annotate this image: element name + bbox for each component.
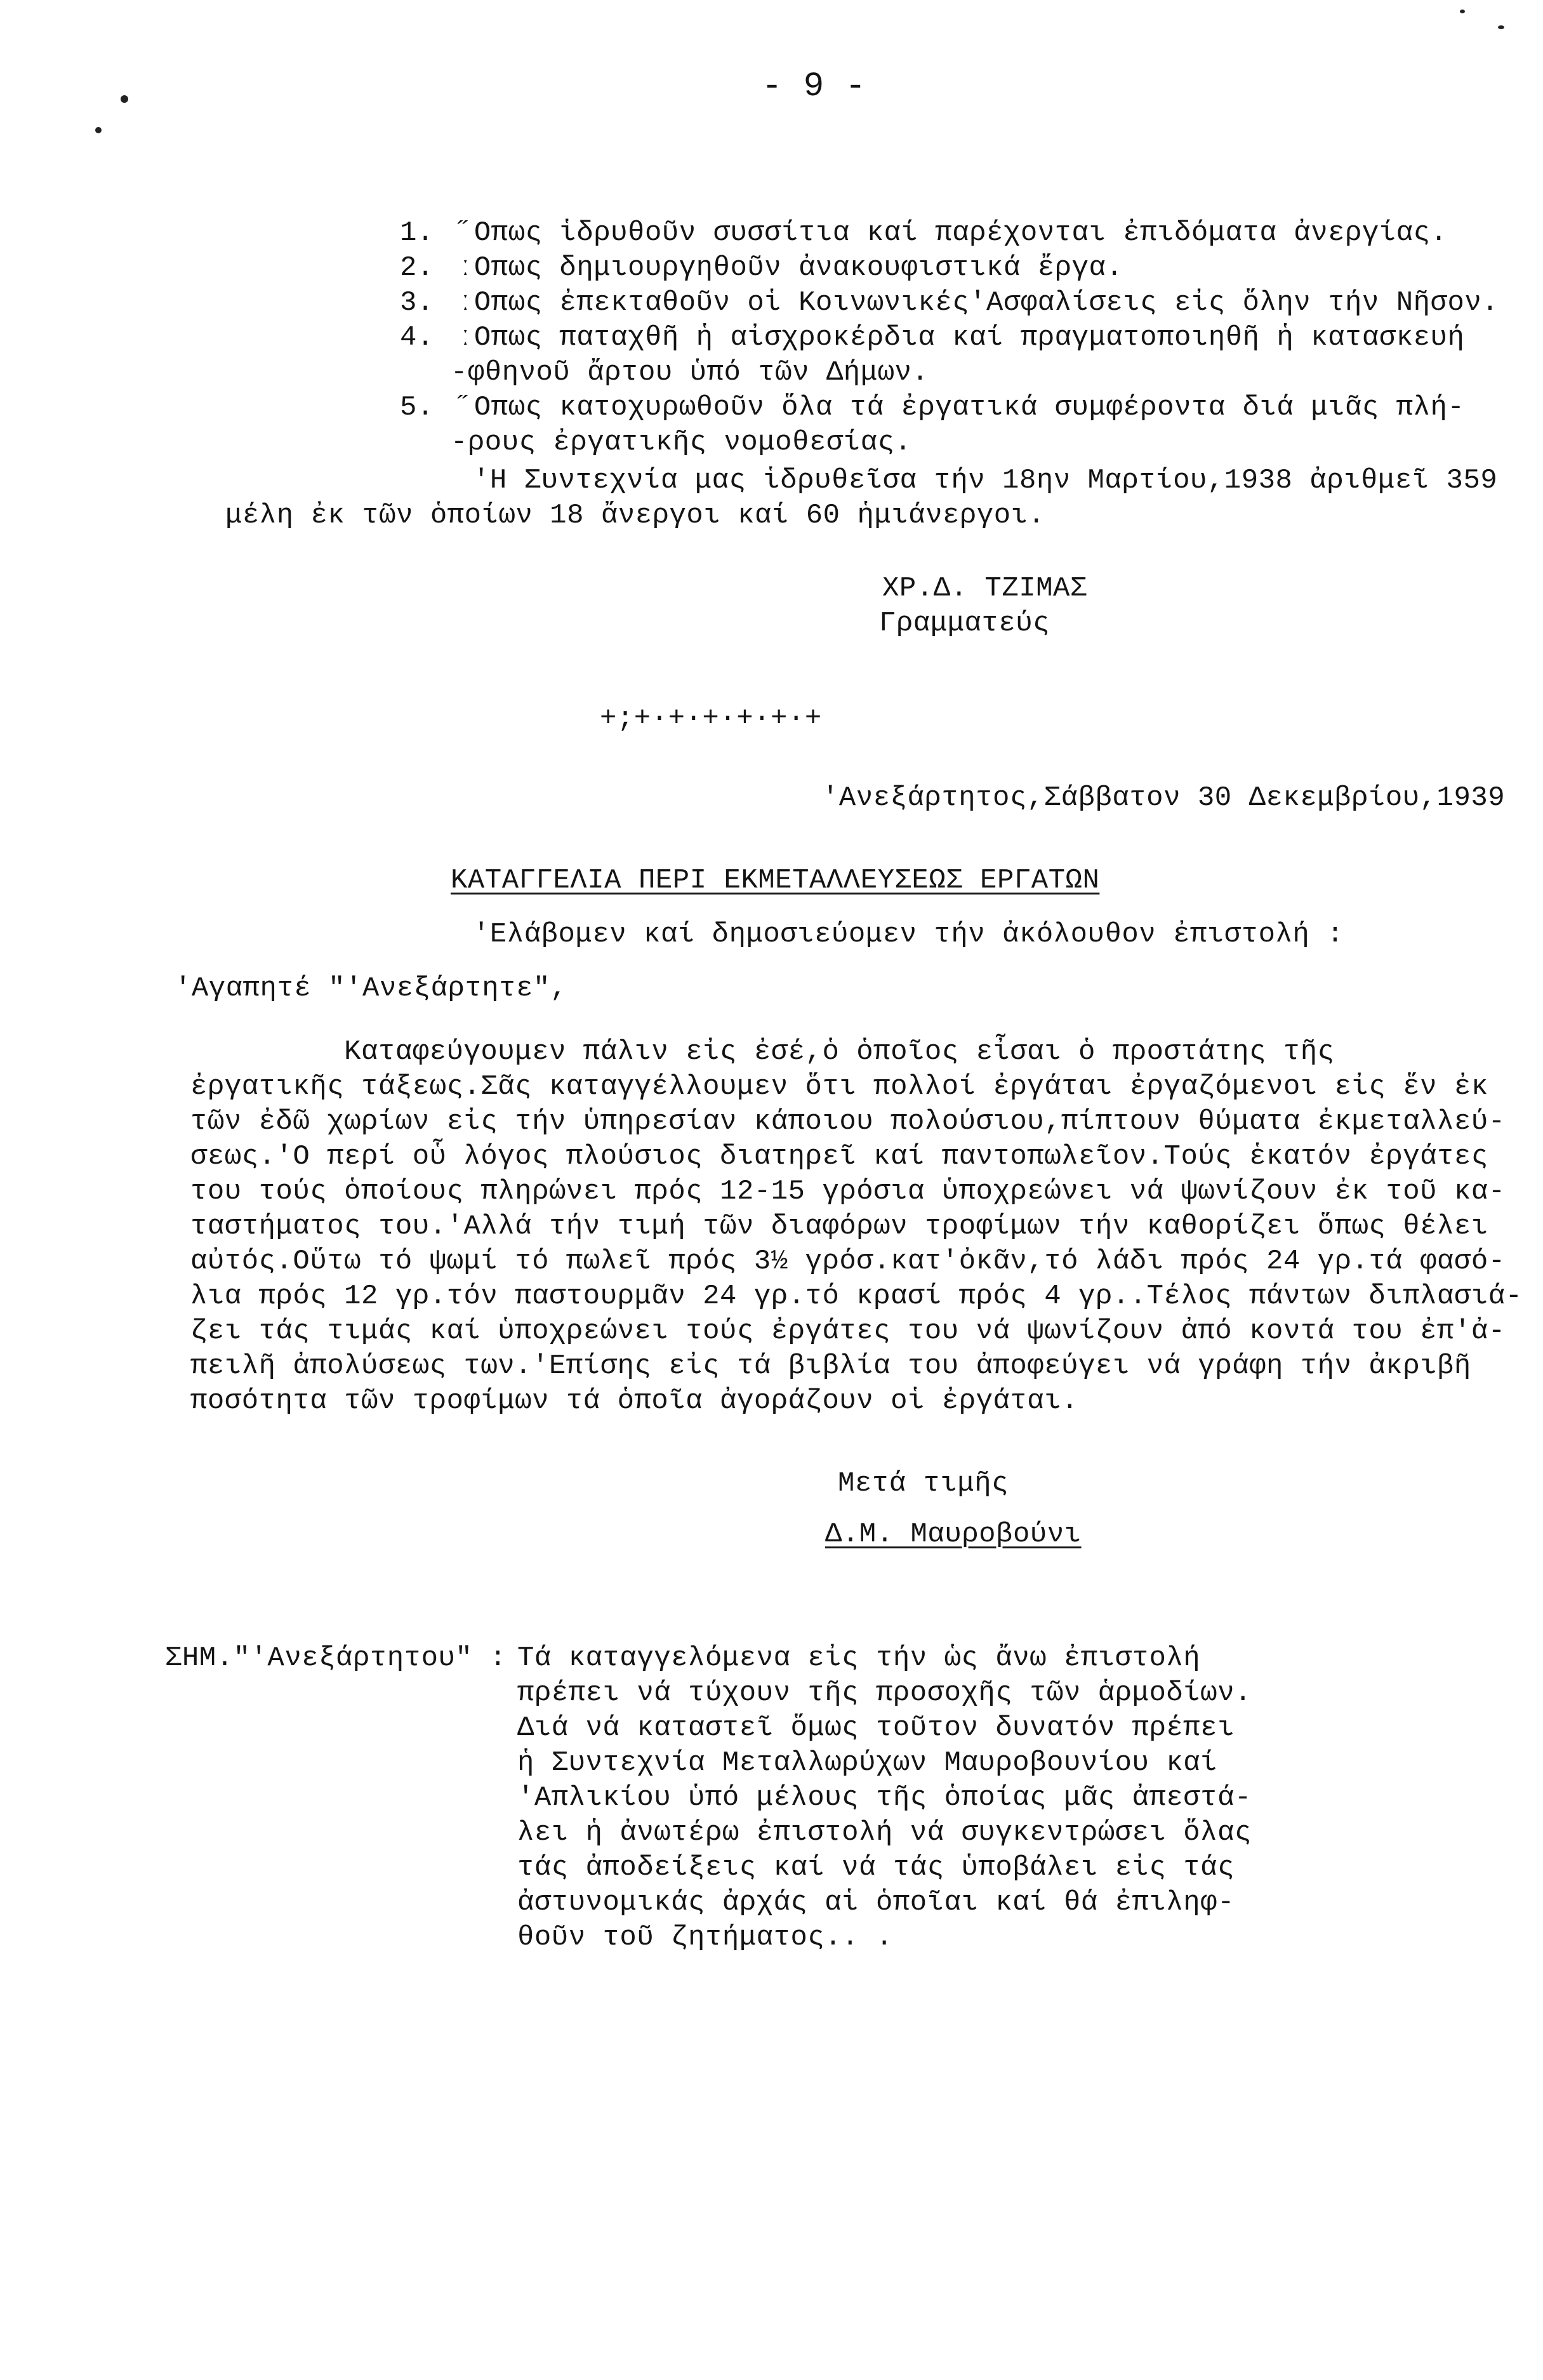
note-label: ΣΗΜ."'Ανεξάρτητου" : [165,1642,507,1674]
scan-speck [95,127,102,133]
letter-line: ζει τάς τιμάς καί ὑποχρεώνει τούς ἐργάτες του νά ψωνίζουν ἀπό κοντά του ἐπ'ἀ- [190,1315,1506,1347]
note-line: πρέπει νά τύχουν τῆς προσοχῆς τῶν ἁρμοδίων. [517,1677,1252,1709]
letter-line: αὐτός.Οὕτω τό ψωμί τό πωλεῖ πρός 3½ γρόσ.κατ'ὀκᾶν,τό λάδι πρός 24 γρ.τά φασό- [190,1246,1506,1277]
article-title: ΚΑΤΑΓΓΕΛΙΑ ΠΕΡΙ ΕΚΜΕΤΑΛΛΕΥΣΕΩΣ ΕΡΓΑΤΩΝ [451,865,1100,896]
list-item-continuation: -φθηνοῦ ἄρτου ὑπό τῶν Δήμων. [451,357,929,389]
signature-2: Δ.Μ. Μαυροβούνι [825,1519,1082,1550]
note-line: ἡ Συντεχνία Μεταλλωρύχων Μαυροβουνίου καί [517,1747,1218,1779]
separator: +;+·+·+·+·+·+ [600,703,822,735]
note-line: Διά νά καταστεῖ ὅμως τοῦτον δυνατόν πρέπει [517,1712,1235,1744]
list-item: ˝Οπως ἱδρυθοῦν συσσίτια καί παρέχονται ἐπιδόματα ἀνεργίας. [457,217,1448,249]
list-number: 5. [400,392,434,423]
salutation: 'Αγαπητέ "'Ανεξάρτητε", [175,973,567,1004]
source-line: 'Ανεξάρτητος,Σάββατον 30 Δεκεμβρίου,1939 [822,782,1506,814]
scan-speck [1498,25,1504,29]
note-line: λει ἡ ἀνωτέρω ἐπιστολή νά συγκεντρώσει ὅλας [517,1817,1252,1849]
letter-line: ποσότητα τῶν τροφίμων τά ὁποῖα ἀγοράζουν οἱ ἐργάται. [190,1385,1079,1417]
list-item: ːΟπως δημιουργηθοῦν ἀνακουφιστικά ἔργα. [457,252,1123,284]
closing: Μετά τιμῆς [838,1468,1009,1499]
scan-speck [1460,10,1465,13]
letter-line: πειλῆ ἀπολύσεως των.'Επίσης εἰς τά βιβλία του ἀποφεύγει νά γράφη τήν ἀκριβῆ [190,1350,1471,1382]
list-number: 1. [400,217,434,249]
signature-name: ΧΡ.Δ. ΤΖΙΜΑΣ [882,573,1087,604]
list-item-continuation: -ρους ἐργατικῆς νομοθεσίας. [451,427,912,458]
union-paragraph-line: 'Η Συντεχνία μας ἱδρυθεῖσα τήν 18ην Μαρτίου,1938 ἀριθμεῖ 359 [473,465,1498,496]
note-line: τάς ἀποδείξεις καί νά τάς ὑποβάλει εἰς τάς [517,1852,1235,1884]
union-paragraph-line: μέλη ἐκ τῶν ὁποίων 18 ἄνεργοι καί 60 ἡμιάνεργοι. [225,500,1045,531]
letter-line: λια πρός 12 γρ.τόν παστουρμᾶν 24 γρ.τό κρασί πρός 4 γρ..Τέλος πάντων διπλασιά- [190,1280,1523,1312]
list-number: 4. [400,322,434,354]
list-number: 2. [400,252,434,284]
page-number: - 9 - [762,67,866,106]
list-item: ːΟπως παταχθῆ ἡ αἰσχροκέρδια καί πραγματοποιηθῆ ἡ κατασκευή [457,322,1465,354]
letter-line: ταστήματος του.'Αλλά τήν τιμή τῶν διαφόρων τροφίμων τήν καθορίζει ὅπως θέλει [190,1211,1488,1242]
scan-speck [121,95,128,103]
note-line: θοῦν τοῦ ζητήματος.. . [517,1922,893,1953]
letter-line: σεως.'Ο περί οὗ λόγος πλούσιος διατηρεῖ καί παντοπωλεῖον.Τούς ἑκατόν ἐργάτες [190,1141,1488,1173]
signature-title: Γραμματεύς [879,608,1050,639]
letter-line: τῶν ἐδῶ χωρίων εἰς τήν ὑπηρεσίαν κάποιου πολούσιου,πίπτουν θύματα ἐκμεταλλεύ- [190,1106,1506,1138]
list-number: 3. [400,287,434,319]
note-line: 'Απλικίου ὑπό μέλους τῆς ὁποίας μᾶς ἀπεστά- [517,1782,1252,1814]
list-item: ˝Οπως κατοχυρωθοῦν ὅλα τά ἐργατικά συμφέροντα διά μιᾶς πλή- [457,392,1465,423]
letter-line: του τούς ὁποίους πληρώνει πρός 12-15 γρόσια ὑποχρεώνει νά ψωνίζουν ἐκ τοῦ κα- [190,1176,1506,1207]
letter-line: Καταφεύγουμεν πάλιν εἰς ἐσέ,ὁ ὁποῖος εἶσαι ὁ προστάτης τῆς [190,1036,1335,1068]
note-line: Τά καταγγελόμενα εἰς τήν ὡς ἄνω ἐπιστολή [517,1642,1201,1674]
intro-line: 'Ελάβομεν καί δημοσιεύομεν τήν ἀκόλουθον ἐπιστολή : [473,919,1344,950]
list-item: ːΟπως ἐπεκταθοῦν οἱ Κοινωνικές'Ασφαλίσεις εἰς ὅλην τήν Νῆσον. [457,287,1499,319]
letter-line: ἐργατικῆς τάξεως.Σᾶς καταγγέλλουμεν ὅτι πολλοί ἐργάται ἐργαζόμενοι εἰς ἕν ἐκ [190,1071,1488,1103]
note-line: ἀστυνομικάς ἀρχάς αἱ ὁποῖαι καί θά ἐπιληφ- [517,1887,1235,1918]
